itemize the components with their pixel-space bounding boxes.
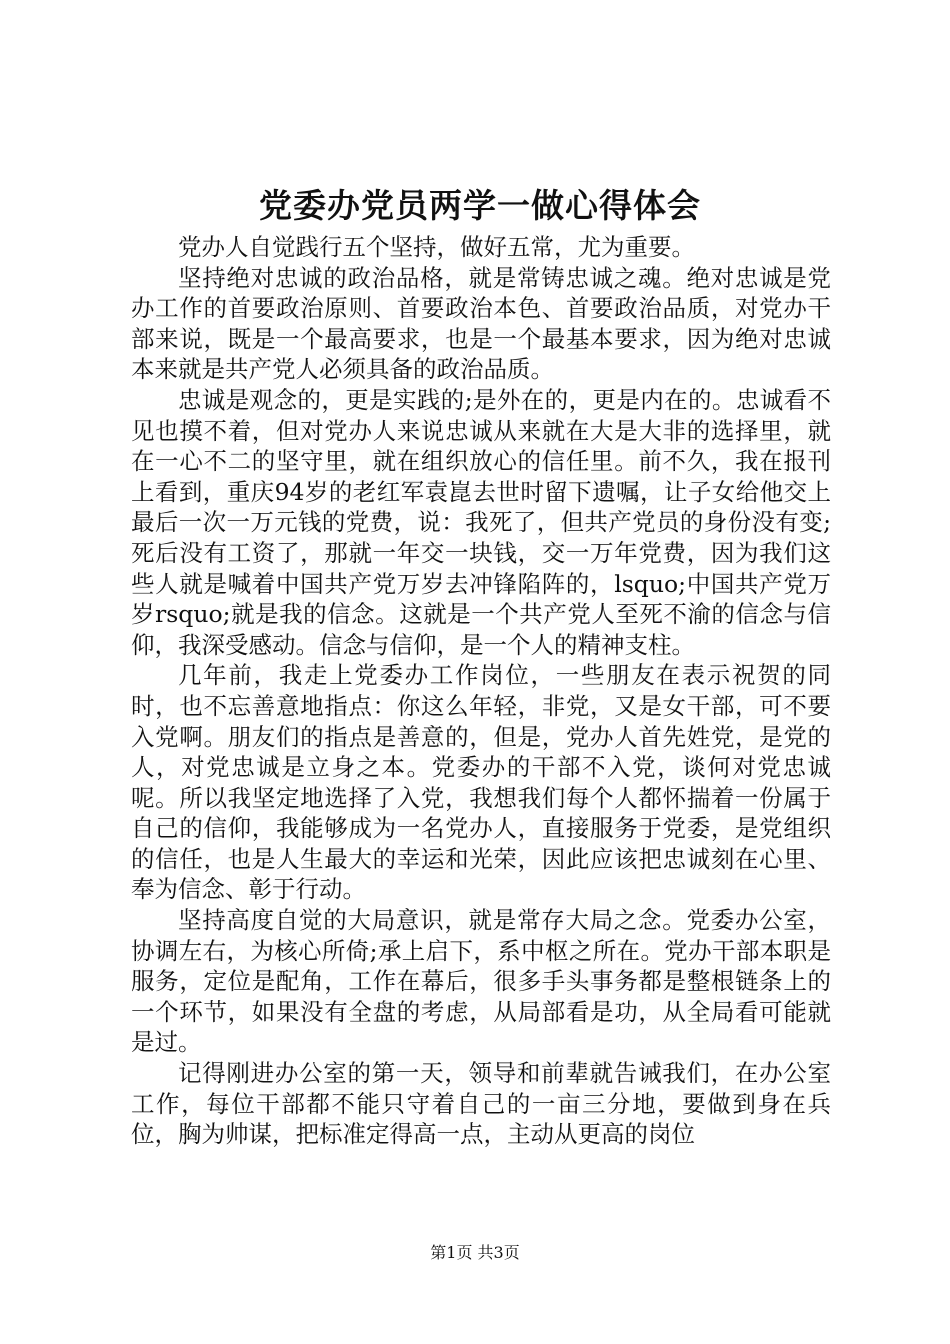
- paragraph: 坚持绝对忠诚的政治品格，就是常铸忠诚之魂。绝对忠诚是党办工作的首要政治原则、首要政治本色、首要政治品质，对党办干部来说，既是一个最高要求，也是一个最基本要求，因为绝对忠诚本来就是共产党人必须具备的政治品质。: [131, 263, 831, 384]
- page-number-footer: 第1页 共3页: [430, 1243, 520, 1262]
- document-title: 党委办党员两学一做心得体会: [259, 186, 701, 225]
- paragraph: 几年前，我走上党委办工作岗位，一些朋友在表示祝贺的同时，也不忘善意地指点：你这么年轻，非党，又是女干部，可不要入党啊。朋友们的指点是善意的，但是，党办人首先姓党，是党的人，对党忠诚是立身之本。党委办的干部不入党，谈何对党忠诚呢。所以我坚定地选择了入党，我想我们每个人都怀揣着一份属于自己的信仰，我能够成为一名党办人，直接服务于党委，是党组织的信任，也是人生最大的幸运和光荣，因此应该把忠诚刻在心里、奉为信念、彰于行动。: [131, 661, 831, 904]
- paragraph: 党办人自觉践行五个坚持，做好五常，尤为重要。: [178, 233, 695, 261]
- paragraph: 坚持高度自觉的大局意识，就是常存大局之念。党委办公室，协调左右，为核心所倚;承上启下，系中枢之所在。党办干部本职是服务，定位是配角，工作在幕后，很多手头事务都是整根链条上的一个环节，如果没有全盘的考虑，从局部看是功，从全局看可能就是过。: [131, 906, 831, 1057]
- document-body: [131, 232, 831, 1150]
- paragraph: 忠诚是观念的，更是实践的;是外在的，更是内在的。忠诚看不见也摸不着，但对党办人来说忠诚从来就在大是大非的选择里，就在一心不二的坚守里，就在组织放心的信任里。前不久，我在报刊上看到，重庆94岁的老红军袁崑去世时留下遗嘱，让子女给他交上最后一次一万元钱的党费，说：我死了，但共产党员的身份没有变;死后没有工资了，那就一年交一块钱，交一万年党费，因为我们这些人就是喊着中国共产党万岁去冲锋陷阵的，lsquo;中国共产党万岁rsquo;就是我的信念。这就是一个共产党人至死不渝的信念与信仰，我深受感动。信念与信仰，是一个人的精神支柱。: [131, 385, 831, 659]
- paragraph: 记得刚进办公室的第一天，领导和前辈就告诫我们，在办公室工作，每位干部都不能只守着自己的一亩三分地，要做到身在兵位，胸为帅谋，把标准定得高一点，主动从更高的岗位: [131, 1059, 831, 1149]
